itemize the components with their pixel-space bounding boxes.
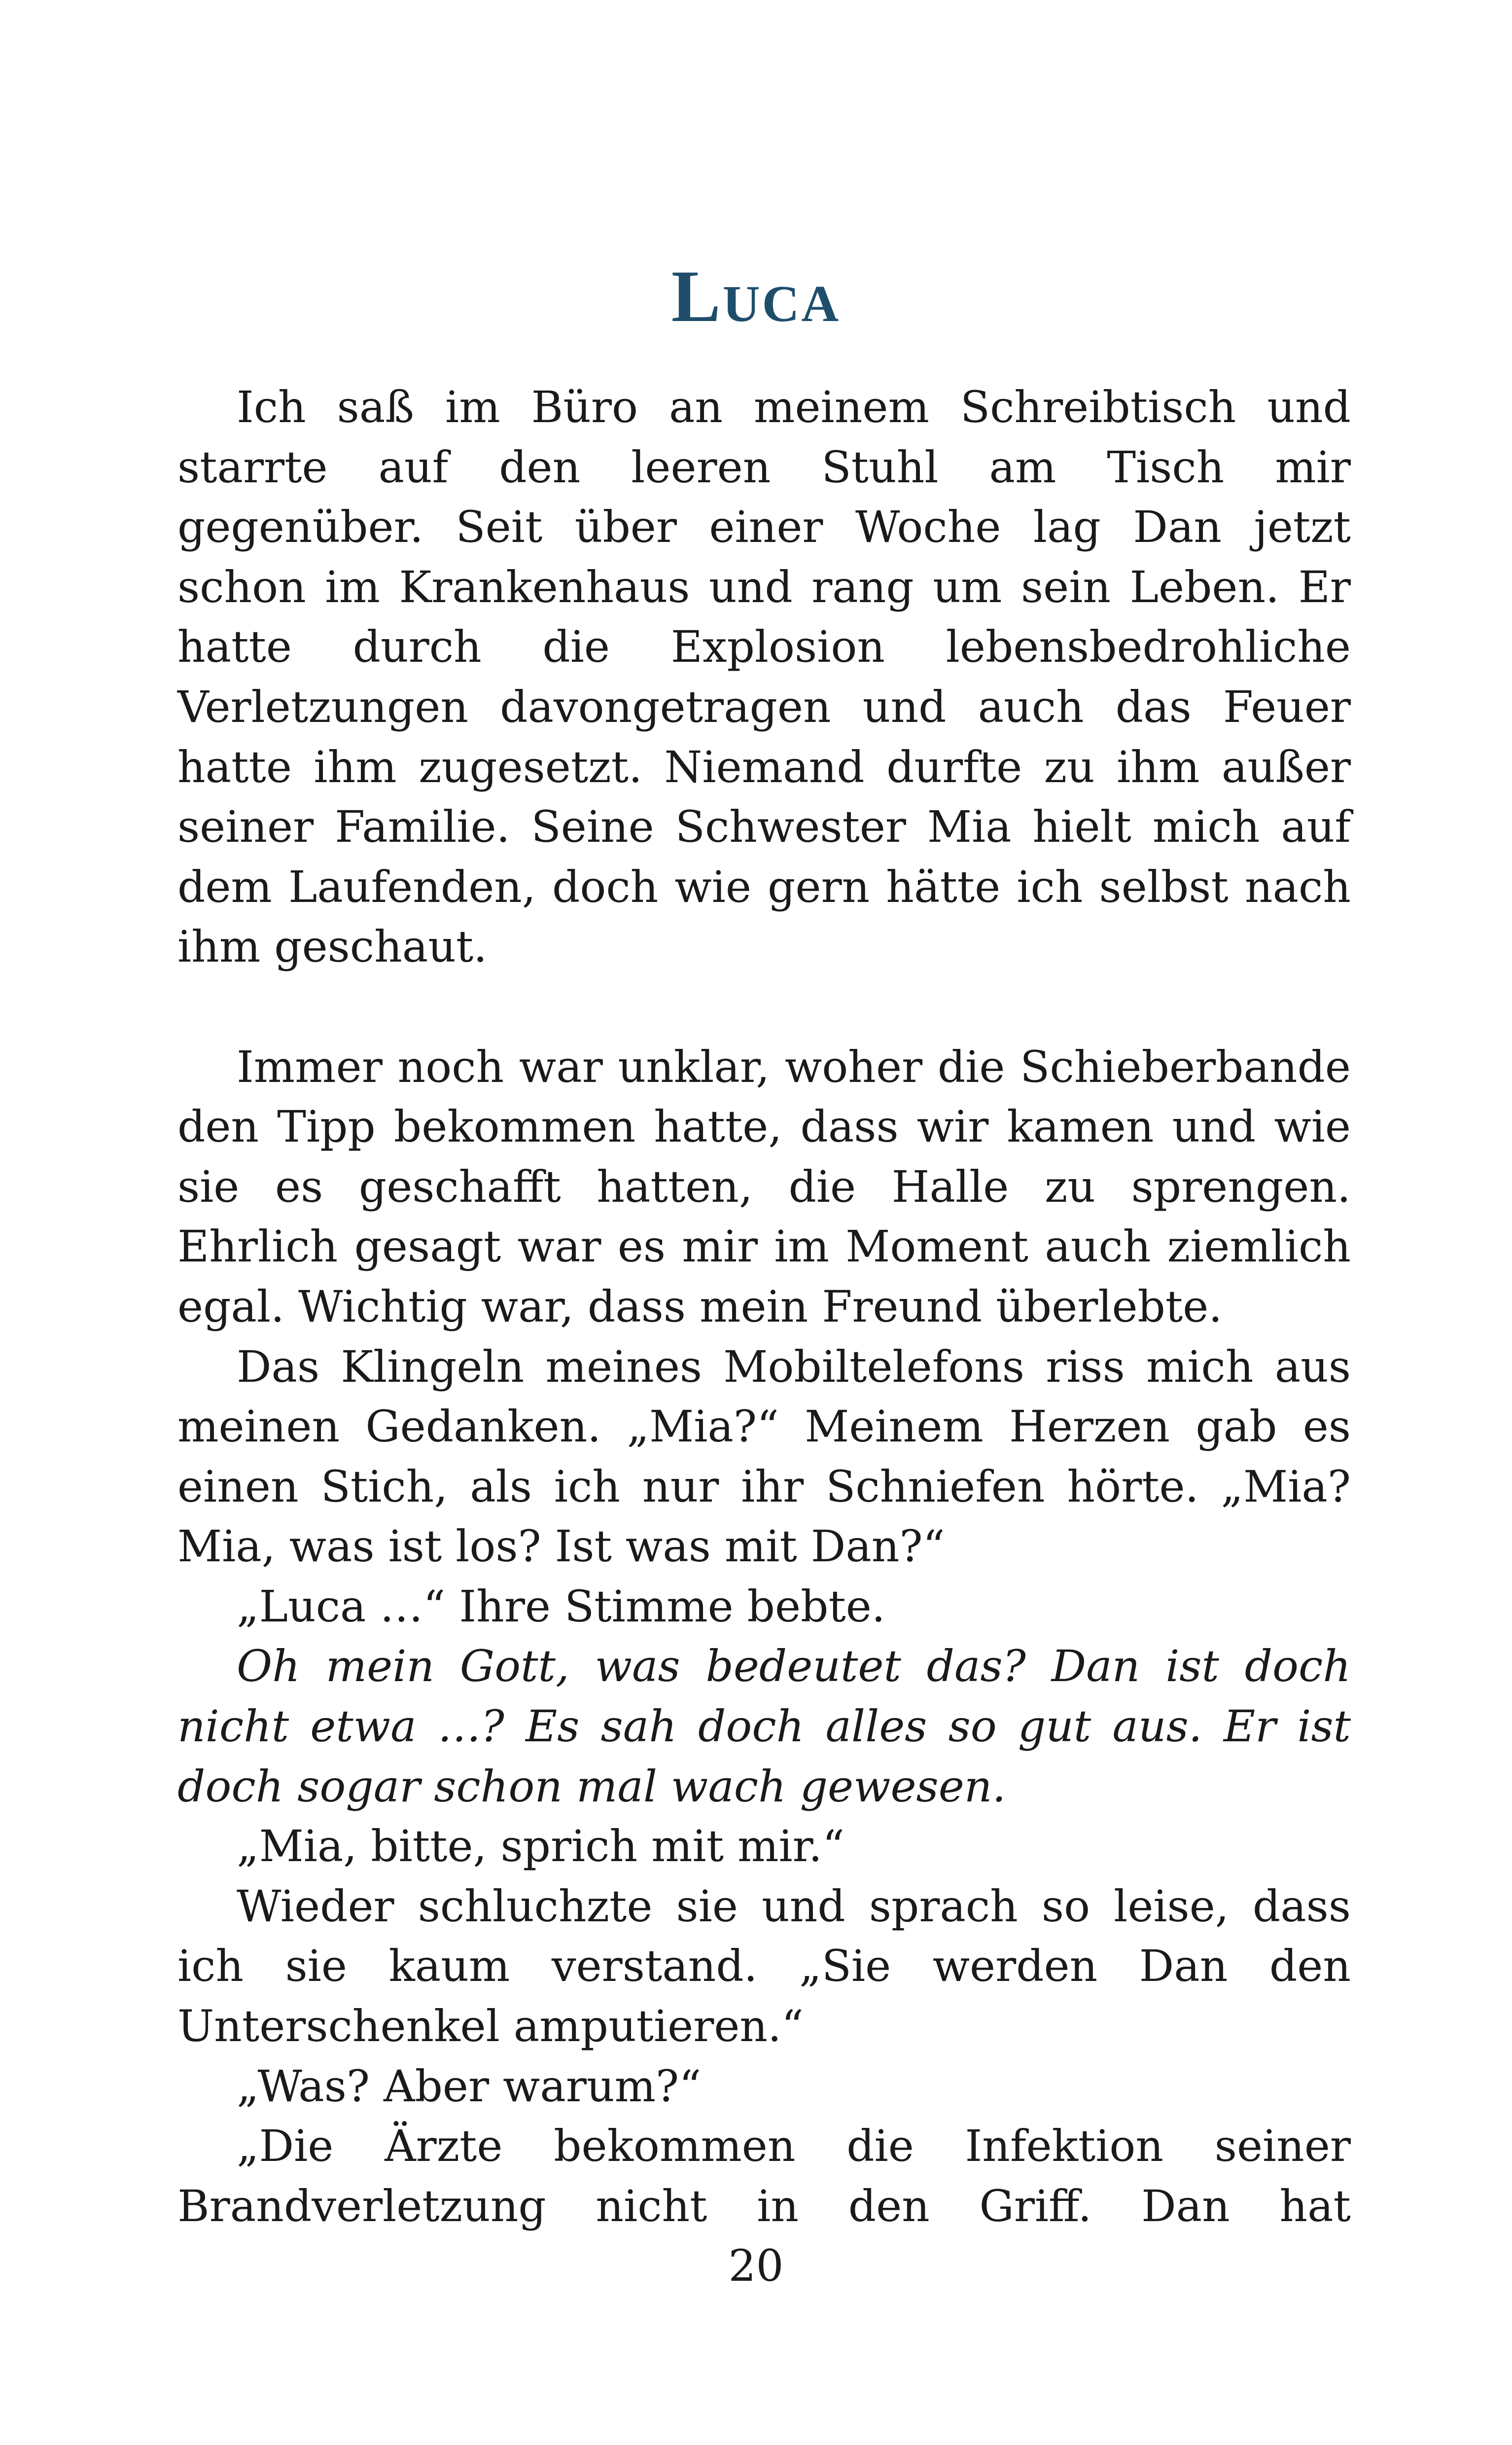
paragraph: „Die Ärzte bekommen die Infektion seiner Brandverletzung nicht in den Griff. Dan hat <box>177 2121 1351 2231</box>
paragraph: „Luca …“ Ihre Stimme bebte. <box>237 1581 885 1632</box>
paragraph: Das Klingeln meines Mobiltelefons riss mich aus meinen Gedanken. „Mia?“ Meinem Herzen gab es einen Stich, als ich nur ihr Schniefen hörte. „Mia? Mia, was ist los? Ist was mit Dan?“ <box>177 1341 1351 1572</box>
paragraph-thought: Oh mein Gott, was bedeutet das? Dan ist doch nicht etwa …? Es sah doch alles so gut aus. Er ist doch sogar schon mal wach gewesen. <box>177 1641 1351 1812</box>
paragraph: Wieder schluchzte sie und sprach so leise, dass ich sie kaum verstand. „Sie werden Dan den Unterschenkel amputieren.“ <box>177 1880 1351 2052</box>
paragraph: „Mia, bitte, sprich mit mir.“ <box>237 1821 844 1872</box>
paragraph: Ich saß im Büro an meinem Schreibtisch und starrte auf den leeren Stuhl am Tisch mir gegenüber. Seit über einer Woche lag Dan jetzt schon im Krankenhaus und rang um sein Leben. Er hatte durch die Explosion lebensbedrohliche Verletzungen davongetragen und auch das Feuer hatte ihm zugesetzt. Niemand durfte zu ihm außer seiner Familie. Seine Schwester Mia hielt mich auf dem Laufenden, doch wie gern hätte ich selbst nach ihm geschaut. <box>177 382 1351 972</box>
body-text <box>177 377 1351 2236</box>
chapter-title: Luca <box>671 255 841 337</box>
paragraph: Immer noch war unklar, woher die Schieberbande den Tipp bekommen hatte, dass wir kamen und wie sie es geschafft hatten, die Halle zu sprengen. Ehrlich gesagt war es mir im Moment auch ziemlich egal. Wichtig war, dass mein Freund überlebte. <box>177 1041 1351 1332</box>
page-number: 20 <box>728 2240 784 2291</box>
paragraph: „Was? Aber warum?“ <box>237 2060 702 2112</box>
